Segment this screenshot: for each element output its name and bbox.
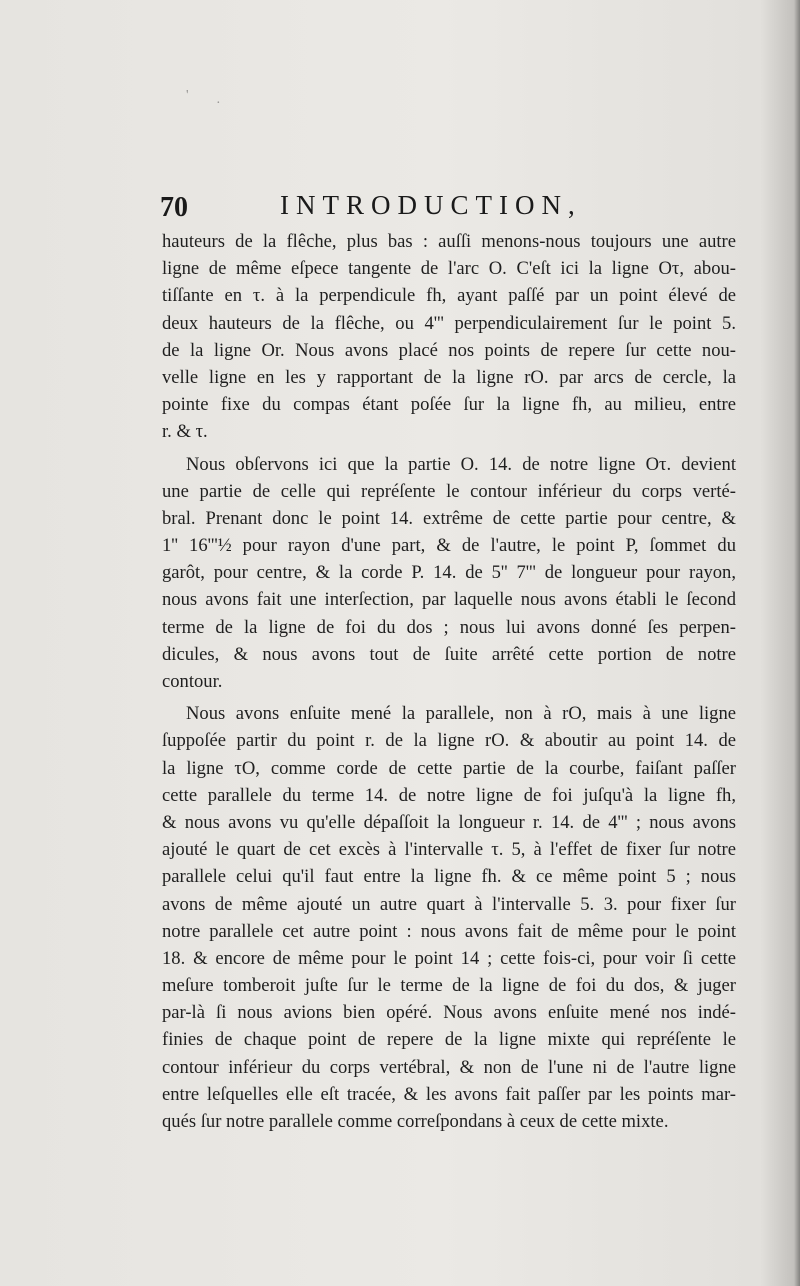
text-line: Nous obſervons ici que la partie O. 14. de notre ligne Oτ. devient bbox=[186, 453, 736, 475]
text-line: meſure tomberoit juſte ſur le terme de la ligne de foi du dos, & juger bbox=[162, 975, 736, 997]
text-line: dicules, & nous avons tout de ſuite arrêté cette portion de notre bbox=[162, 643, 736, 665]
running-title: INTRODUCTION, bbox=[280, 190, 582, 220]
paper-speck: · bbox=[216, 96, 221, 111]
text-line: parallele celui qu'il faut entre la ligne fh. & ce même point 5 ; nous bbox=[162, 866, 736, 888]
text-line: 18. & encore de même pour le point 14 ; cette fois-ci, pour voir ſi cette bbox=[162, 947, 736, 969]
text-line: entre leſquelles elle eſt tracée, & les avons fait paſſer par les points mar- bbox=[162, 1083, 736, 1105]
text-line: contour. bbox=[162, 671, 223, 692]
text-line: velle ligne en les y rapportant de la ligne rO. par arcs de cercle, la bbox=[162, 366, 736, 388]
body-text bbox=[162, 228, 736, 1135]
text-line: hauteurs de la flêche, plus bas : auſſi menons-nous toujours une autre bbox=[162, 231, 736, 252]
text-line: terme de la ligne de foi du dos ; nous lui avons donné ſes perpen- bbox=[162, 616, 736, 638]
text-line: r. & τ. bbox=[162, 421, 208, 443]
text-line: garôt, pour centre, & la corde P. 14. de 5'' 7''' de longueur pour rayon, bbox=[162, 562, 736, 584]
paper-speck: ' bbox=[186, 88, 189, 103]
paragraph-3 bbox=[162, 700, 736, 1135]
text-line: ligne de même eſpece tangente de l'arc O. C'eſt ici la ligne Oτ, abou- bbox=[162, 258, 736, 280]
text-line: une partie de celle qui repréſente le contour inférieur du corps verté- bbox=[162, 480, 736, 502]
text-line: finies de chaque point de repere de la ligne mixte qui repréſente le bbox=[162, 1029, 736, 1051]
text-line: nous avons fait une interſection, par laquelle nous avons établi le ſecond bbox=[162, 589, 736, 611]
text-line: bral. Prenant donc le point 14. extrême de cette partie pour centre, & bbox=[162, 507, 736, 529]
text-line: contour inférieur du corps vertébral, & non de l'une ni de l'autre ligne bbox=[162, 1056, 736, 1078]
page-header bbox=[160, 188, 740, 228]
text-line: notre parallele cet autre point : nous avons fait de même pour le point bbox=[162, 920, 736, 942]
paragraph-1 bbox=[162, 228, 736, 446]
text-line: la ligne τO, comme corde de cette partie de la courbe, faiſant paſſer bbox=[162, 757, 736, 779]
text-line: ſuppoſée partir du point r. de la ligne rO. & aboutir au point 14. de bbox=[162, 730, 736, 752]
text-line: cette parallele du terme 14. de notre ligne de foi juſqu'à la ligne fh, bbox=[162, 784, 736, 806]
paragraph-2 bbox=[162, 451, 736, 696]
text-line: & nous avons vu qu'elle dépaſſoit la longueur r. 14. de 4''' ; nous avons bbox=[162, 811, 736, 833]
text-line: ajouté le quart de cet excès à l'intervalle τ. 5, à l'effet de fixer ſur notre bbox=[162, 839, 736, 861]
text-line: deux hauteurs de la flêche, ou 4''' perpendiculairement ſur le point 5. bbox=[162, 312, 736, 334]
text-line: tiſſante en τ. à la perpendicule fh, ayant paſſé par un point élevé de bbox=[162, 285, 736, 307]
page-number: 70 bbox=[160, 192, 188, 223]
text-line: par-là ſi nous avions bien opéré. Nous avons enſuite mené nos indé- bbox=[162, 1002, 736, 1024]
page-edge-shadow bbox=[794, 0, 800, 1286]
text-line: de la ligne Or. Nous avons placé nos points de repere ſur cette nou- bbox=[162, 339, 736, 361]
text-line: avons de même ajouté un autre quart à l'intervalle 5. 3. pour fixer ſur bbox=[162, 893, 736, 915]
text-line: 1'' 16'''½ pour rayon d'une part, & de l'autre, le point P, ſommet du bbox=[162, 535, 736, 557]
text-line: pointe fixe du compas étant poſée ſur la ligne fh, au milieu, entre bbox=[162, 394, 736, 416]
text-line: Nous avons enſuite mené la parallele, non à rO, mais à une ligne bbox=[186, 703, 736, 725]
text-line: qués ſur notre parallele comme correſpondans à ceux de cette mixte. bbox=[162, 1111, 669, 1132]
